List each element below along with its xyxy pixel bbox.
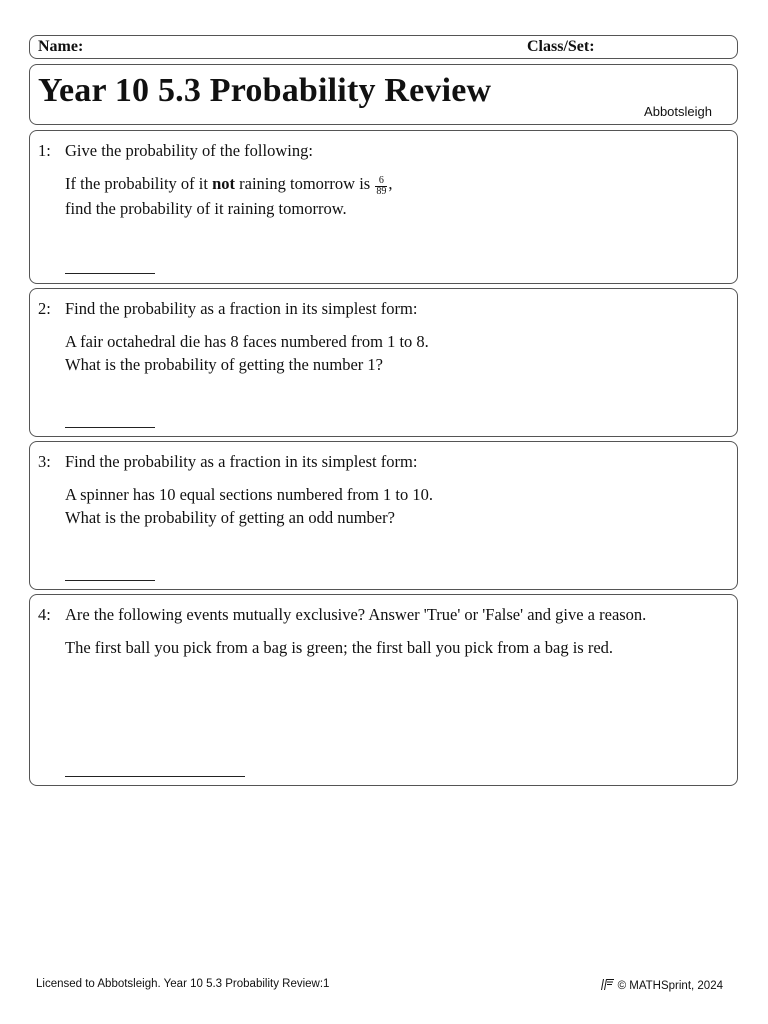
question-number: 1: xyxy=(38,141,51,160)
question-number: 2: xyxy=(38,299,51,318)
text-segment: If the probability of it xyxy=(65,174,213,193)
name-class-bar xyxy=(29,35,738,59)
answer-line[interactable] xyxy=(65,580,155,581)
question-line-1: A spinner has 10 equal sections numbered from 1 to 10. xyxy=(65,485,433,504)
question-3 xyxy=(29,441,738,590)
question-body xyxy=(65,330,429,376)
footer-copyright: © MATHSprint, 2024 xyxy=(617,980,723,992)
fraction xyxy=(375,176,387,197)
question-1 xyxy=(29,130,738,284)
question-prompt: Find the probability as a fraction in its simplest form: xyxy=(65,299,418,318)
footer-copyright-block xyxy=(599,978,723,992)
footer-license: Licensed to Abbotsleigh. Year 10 5.3 Probability Review:1 xyxy=(36,978,330,990)
question-line-1: A fair octahedral die has 8 faces numbered from 1 to 8. xyxy=(65,332,429,351)
emphasis-not: not xyxy=(212,174,236,193)
answer-line[interactable] xyxy=(65,273,155,274)
question-body xyxy=(65,172,392,220)
question-line-1 xyxy=(65,172,392,197)
fraction-numerator: 6 xyxy=(378,175,384,186)
worksheet-title: Year 10 5.3 Probability Review xyxy=(38,72,492,109)
question-prompt: Are the following events mutually exclusive? Answer 'True' or 'False' and give a reason. xyxy=(65,605,647,624)
answer-line[interactable] xyxy=(65,776,245,777)
name-label: Name: xyxy=(38,38,84,55)
class-set-label: Class/Set: xyxy=(527,38,595,55)
text-segment: , xyxy=(388,174,393,193)
question-prompt: Find the probability as a fraction in its simplest form: xyxy=(65,452,418,471)
text-segment: raining tomorrow is xyxy=(235,174,375,193)
school-name: Abbotsleigh xyxy=(644,104,712,119)
question-number: 4: xyxy=(38,605,51,624)
question-body xyxy=(65,483,433,529)
question-number: 3: xyxy=(38,452,51,471)
mathsprint-logo-icon xyxy=(599,978,615,990)
question-line-2: What is the probability of getting an odd number? xyxy=(65,508,395,527)
fraction-denominator: 89 xyxy=(376,186,387,197)
question-line-1: The first ball you pick from a bag is green; the first ball you pick from a bag is red. xyxy=(65,638,614,657)
question-line-2: What is the probability of getting the number 1? xyxy=(65,355,384,374)
title-box xyxy=(29,64,738,125)
question-line-2: find the probability of it raining tomorrow. xyxy=(65,199,347,218)
question-2 xyxy=(29,288,738,437)
answer-line[interactable] xyxy=(65,427,155,428)
question-body xyxy=(65,636,613,659)
question-prompt: Give the probability of the following: xyxy=(65,141,313,160)
question-4 xyxy=(29,594,738,786)
